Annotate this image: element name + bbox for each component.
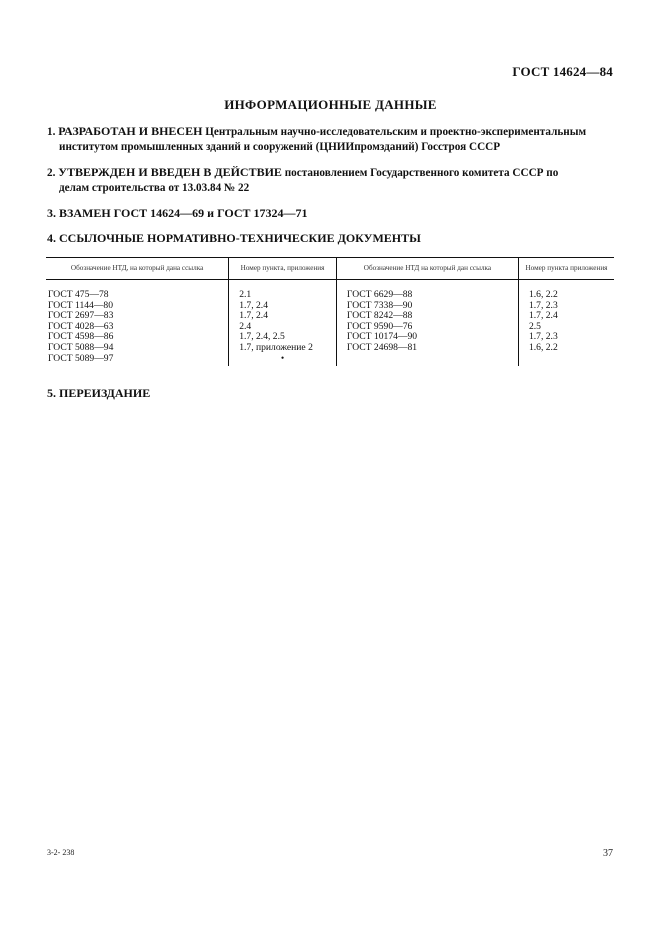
table-cell: 1.7, 2.4 (229, 311, 337, 322)
table-row (46, 354, 614, 367)
references-table (46, 257, 614, 366)
item-lead: ССЫЛОЧНЫЕ НОРМАТИВНО-ТЕХНИЧЕСКИЕ ДОКУМЕНТЫ (59, 231, 421, 245)
table-cell: ГОСТ 9590—76 (336, 322, 518, 333)
table-cell: ГОСТ 6629—88 (336, 280, 518, 301)
table-cell: ГОСТ 2697—83 (46, 311, 229, 322)
section-title: ИНФОРМАЦИОННЫЕ ДАННЫЕ (224, 97, 437, 112)
table-cell: ГОСТ 1144—80 (46, 301, 229, 312)
table-cell: ГОСТ 475—78 (46, 280, 229, 301)
column-header-clause-left: Номер пункта, приложения (229, 258, 337, 280)
table-cell: ГОСТ 10174—90 (336, 332, 518, 343)
table-header-row (46, 258, 614, 280)
print-code: 3-2- 238 (47, 848, 75, 857)
table-cell: 1.6, 2.2 (528, 289, 558, 300)
table-cell: 1.7, 2.4 (528, 310, 558, 322)
table-cell: ГОСТ 5088—94 (46, 343, 229, 354)
info-item-2 (47, 165, 613, 196)
info-item-5 (47, 386, 613, 401)
table-cell: 1.6, 2.2 (528, 341, 558, 353)
table-cell: 1.7, 2.3 (528, 331, 558, 343)
table-row (46, 343, 614, 354)
column-header-clause-right: Номер пункта приложения (518, 258, 614, 280)
item-lead: ПЕРЕИЗДАНИЕ (59, 386, 151, 400)
table-cell: ГОСТ 4598—86 (46, 332, 229, 343)
item-number: 4. (47, 231, 56, 245)
table-cell: 2.1 (229, 280, 337, 301)
item-continuation: институтом промышленных зданий и сооружений (ЦНИИпромзданий) Госстроя СССР (59, 141, 501, 153)
info-item-4 (47, 231, 613, 246)
table-cell: ГОСТ 7338—90 (336, 301, 518, 312)
item-number: 3. (47, 206, 56, 220)
info-item-1 (47, 124, 613, 155)
item-text: постановлением Государственного комитета СССР по (284, 167, 559, 179)
info-item-3 (47, 206, 613, 221)
item-number: 5. (47, 386, 56, 400)
table-cell: 1.7, приложение 2 (229, 343, 337, 354)
table-row (46, 280, 614, 301)
table-cell: ГОСТ 4028—63 (46, 322, 229, 333)
table-cell: 2.5 (528, 320, 541, 332)
column-header-ntd-left: Обозначение НТД, на который дана ссылка (46, 258, 229, 280)
page-number: 37 (603, 848, 613, 859)
table-cell: 2.4 (229, 322, 337, 333)
item-lead: РАЗРАБОТАН И ВНЕСЕН (58, 124, 203, 138)
table-cell: ГОСТ 5089—97 (46, 354, 229, 367)
item-number: 1. (47, 126, 56, 138)
item-continuation: делам строительства от 13.03.84 № 22 (59, 182, 250, 194)
column-header-ntd-right: Обозначение НТД на который дан ссылка (336, 258, 518, 280)
table-cell: ГОСТ 24698—81 (336, 343, 518, 354)
item-text: Центральным научно-исследовательским и проектно-экспериментальным (205, 126, 587, 138)
document-code: ГОСТ 14624—84 (512, 64, 613, 79)
item-lead: ВЗАМЕН ГОСТ 14624—69 и ГОСТ 17324—71 (59, 206, 308, 220)
table-cell: ГОСТ 8242—88 (336, 311, 518, 322)
table-cell: • (229, 354, 337, 367)
table-cell: 1.7, 2.4 (229, 301, 337, 312)
item-number: 2. (47, 167, 56, 179)
table-cell: 1.7, 2.4, 2.5 (229, 332, 337, 343)
item-lead: УТВЕРЖДЕН И ВВЕДЕН В ДЕЙСТВИЕ (58, 165, 282, 179)
table-cell (518, 354, 614, 367)
table-cell: 1.7, 2.3 (528, 299, 558, 311)
table-cell (336, 354, 518, 367)
